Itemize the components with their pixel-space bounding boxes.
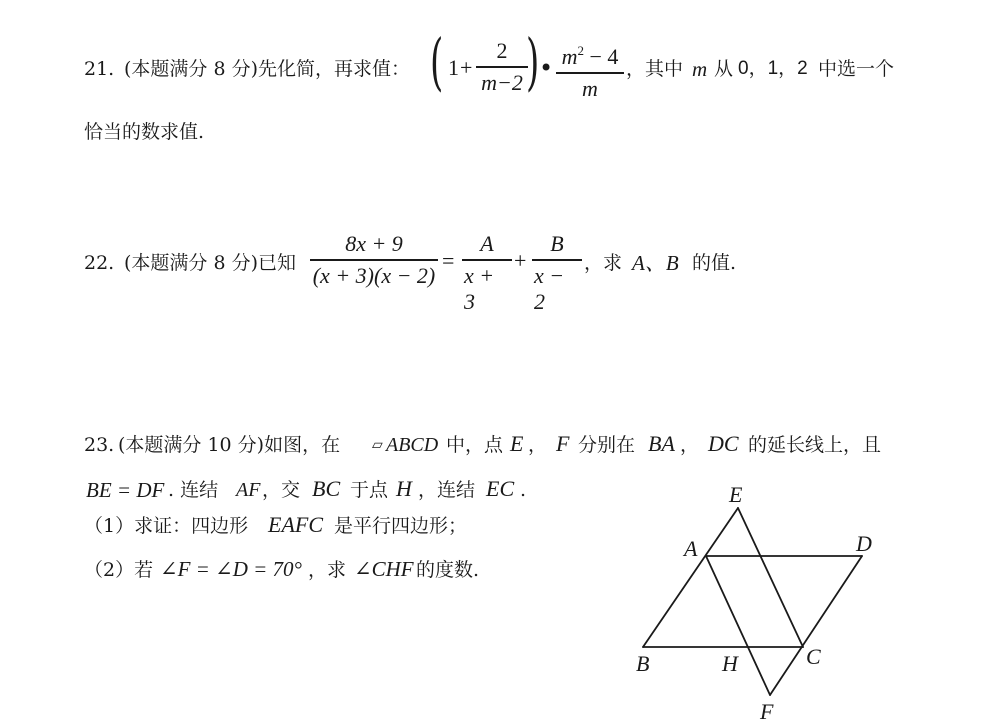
- q22-lhs-denominator: (x + 3)(x − 2): [312, 262, 436, 288]
- q21-line2: 恰当的数求值.: [84, 121, 205, 143]
- q21-one: 1: [448, 55, 459, 80]
- label-d: D: [856, 531, 872, 556]
- q21-plus: +: [460, 55, 473, 80]
- q21-frac2-num-rest: − 4: [583, 44, 619, 69]
- q23-comma-1: ，: [528, 434, 548, 456]
- q23-seg-ec: EC: [486, 476, 515, 501]
- q23-header: (本题满分 10 分)如图，在: [118, 434, 341, 456]
- q23-seg-af: AF: [236, 479, 261, 501]
- q23-seg-ba: BA: [648, 431, 675, 456]
- q21-frac2-denominator: m: [582, 75, 598, 101]
- q23-part1-prefix: （1）求证：四边形: [84, 515, 249, 537]
- q21-var-m: m: [692, 57, 708, 81]
- q23-line1-b: 分别在: [578, 434, 636, 456]
- q22-a-numerator: A: [480, 231, 494, 256]
- q21-frac2-num-base: m: [561, 44, 578, 69]
- label-a: A: [684, 536, 698, 561]
- q23-part1-shape: EAFC: [268, 512, 323, 537]
- q21-dot: •: [539, 54, 554, 82]
- q23-line1-a: 中，点: [446, 434, 504, 456]
- label-b: B: [636, 651, 650, 676]
- q23-seg-dc: DC: [708, 431, 739, 456]
- q23-point-e: E: [510, 431, 524, 456]
- q22-a-denominator: x + 3: [464, 262, 495, 314]
- q22-plus: +: [514, 248, 527, 273]
- q23-line2-a: . 连结: [168, 479, 219, 501]
- q22-b-numerator: B: [550, 231, 564, 256]
- segment-be: [643, 508, 738, 647]
- q22-number: 22.: [84, 252, 115, 274]
- q21-header: (本题满分 8 分)先化简，再求值：: [124, 58, 410, 80]
- q21-frac2-num-exp: 2: [577, 43, 584, 58]
- q22-tail-vars: A、B: [632, 251, 679, 275]
- q23-point-h: H: [396, 476, 412, 501]
- q22-lhs-numerator: 8x + 9: [345, 231, 403, 256]
- q21-number: 21.: [84, 58, 115, 80]
- q23-line2-b: ，交: [262, 479, 301, 501]
- segment-ec: [738, 508, 803, 647]
- q21-from: 从: [714, 58, 734, 80]
- q21-frac1-numerator: 2: [496, 38, 508, 63]
- q23-part2-suffix: 的度数.: [416, 559, 480, 581]
- label-f: F: [760, 699, 774, 724]
- q23-number: 23.: [84, 434, 115, 456]
- parallelogram-symbol: ▱: [372, 437, 383, 453]
- q23-line2-c: 于点: [350, 479, 389, 501]
- q22-tail-prefix: ，求: [584, 252, 623, 274]
- q23-part2-condition: ∠F = ∠D = 70°: [160, 557, 302, 581]
- q21-left-paren: (: [430, 25, 444, 98]
- label-h: H: [722, 651, 738, 676]
- q21-choices: 0，1，2: [738, 58, 808, 79]
- q21-frac1-denominator: m−2: [481, 69, 523, 95]
- q22-equals: =: [442, 248, 455, 273]
- q23-part2-target: ∠CHF: [354, 557, 414, 581]
- q23-point-f: F: [556, 431, 570, 456]
- label-e: E: [729, 482, 743, 507]
- q23-condition: BE = DF: [86, 478, 165, 502]
- q23-part1-suffix: 是平行四边形；: [334, 515, 468, 537]
- q21-tail: 中选一个: [818, 58, 895, 80]
- q22-b-denominator: x − 2: [534, 262, 565, 314]
- q23-part2-prefix: （2）若: [84, 559, 154, 581]
- q23-part2-mid: ，求: [308, 559, 347, 581]
- q23-comma-2: ，: [680, 434, 700, 456]
- q23-seg-bc: BC: [312, 476, 341, 501]
- q23-para-name: ABCD: [386, 434, 439, 456]
- q22-header: (本题满分 8 分)已知: [124, 252, 296, 274]
- q23-line2-e: .: [520, 479, 527, 501]
- q23-line2-d: ，连结: [418, 479, 476, 501]
- q21-right-paren: ): [526, 25, 540, 98]
- label-c: C: [806, 644, 821, 669]
- segment-af: [706, 556, 770, 695]
- q23-line1-c: 的延长线上，且: [748, 434, 882, 456]
- q21-after-expr: ，其中: [626, 58, 684, 80]
- segment-df: [770, 556, 862, 695]
- q22-tail-suffix: 的值.: [692, 252, 737, 274]
